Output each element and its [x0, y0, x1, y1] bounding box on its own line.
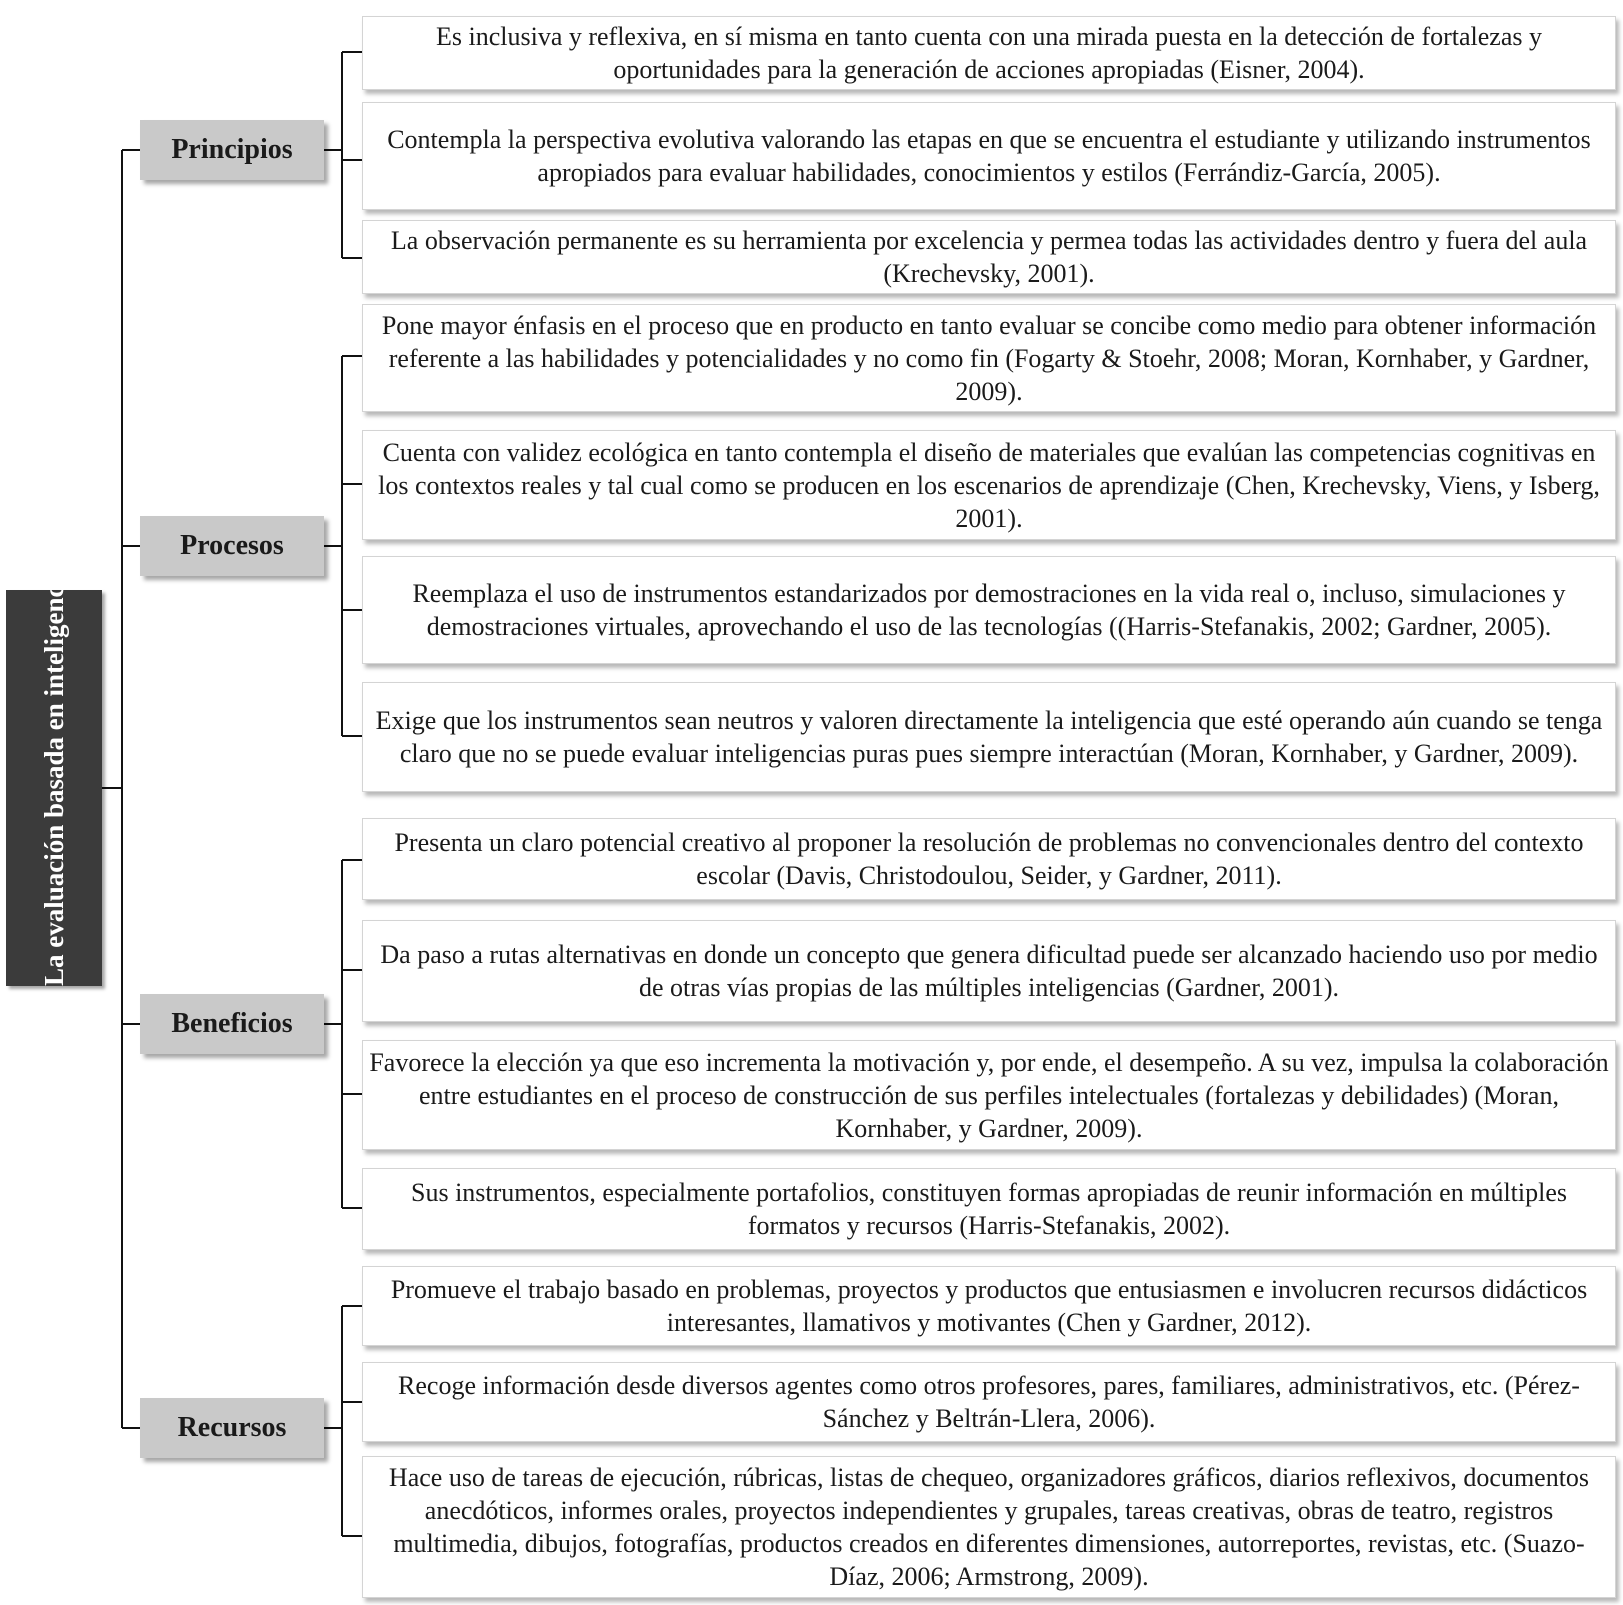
beneficios-item-3: Favorece la elección ya que eso incrementa la motivación y, por ende, el desempeño. A su vez, impulsa la colaboración entre estudiantes en el proceso de construcción de sus perfiles intelectuales (fortalezas y debilidades) (Moran, Kornhaber, y Gardner, 2009).: [362, 1040, 1616, 1150]
procesos-item-1: Pone mayor énfasis en el proceso que en producto en tanto evaluar se concibe como medio para obtener información referente a las habilidades y potencialidades y no como fin (Fogarty & Stoehr, 2008; Moran, Kornhaber, y Gardner, 2009).: [362, 304, 1616, 412]
principios-item-1: Es inclusiva y reflexiva, en sí misma en tanto cuenta con una mirada puesta en la detección de fortalezas y oportunidades para la generación de acciones apropiadas (Eisner, 2004).: [362, 16, 1616, 90]
principios-item-2: Contempla la perspectiva evolutiva valorando las etapas en que se encuentra el estudiante y utilizando instrumentos apropiados para evaluar habilidades, conocimientos y estilos (Ferrándiz-García, 2005).: [362, 102, 1616, 210]
beneficios-item-2: Da paso a rutas alternativas en donde un concepto que genera dificultad puede ser alcanzado haciendo uso por medio de otras vías propias de las múltiples inteligencias (Gardner, 2001).: [362, 920, 1616, 1022]
category-principios: Principios: [140, 120, 324, 180]
recursos-item-2: Recoge información desde diversos agentes como otros profesores, pares, familiares, administrativos, etc. (Pérez-Sánchez y Beltrán-Llera, 2006).: [362, 1362, 1616, 1442]
recursos-item-1: Promueve el trabajo basado en problemas, proyectos y productos que entusiasmen e involucren recursos didácticos interesantes, llamativos y motivantes (Chen y Gardner, 2012).: [362, 1266, 1616, 1346]
category-recursos: Recursos: [140, 1398, 324, 1458]
category-beneficios: Beneficios: [140, 994, 324, 1054]
procesos-item-3: Reemplaza el uso de instrumentos estandarizados por demostraciones en la vida real o, incluso, simulaciones y demostraciones virtuales, aprovechando el uso de las tecnologías ((Harris-Stefanakis, 2002; Gardner, 2005).: [362, 556, 1616, 664]
beneficios-item-1: Presenta un claro potencial creativo al proponer la resolución de problemas no convencionales dentro del contexto escolar (Davis, Christodoulou, Seider, y Gardner, 2011).: [362, 818, 1616, 900]
principios-item-3: La observación permanente es su herramienta por excelencia y permea todas las actividades dentro y fuera del aula (Krechevsky, 2001).: [362, 220, 1616, 294]
category-procesos: Procesos: [140, 516, 324, 576]
recursos-item-3: Hace uso de tareas de ejecución, rúbricas, listas de chequeo, organizadores gráficos, diarios reflexivos, documentos anecdóticos, informes orales, proyectos independientes y grupales, tareas creativas, obras de teatro, registros multimedia, dibujos, fotografías, productos creados en diferentes dimensiones, autorreportes, revistas, etc. (Suazo-Díaz, 2006; Armstrong, 2009).: [362, 1456, 1616, 1598]
beneficios-item-4: Sus instrumentos, especialmente portafolios, constituyen formas apropiadas de reunir información en múltiples formatos y recursos (Harris-Stefanakis, 2002).: [362, 1168, 1616, 1250]
procesos-item-4: Exige que los instrumentos sean neutros y valoren directamente la inteligencia que esté operando aún cuando se tenga claro que no se puede evaluar inteligencias puras pues siempre interactúan (Moran, Kornhaber, y Gardner, 2009).: [362, 682, 1616, 792]
root-title: La evaluación basada en inteligencias múltiples: [39, 440, 69, 986]
procesos-item-2: Cuenta con validez ecológica en tanto contempla el diseño de materiales que evalúan las competencias cognitivas en los contextos reales y tal cual como se producen en los escenarios de aprendizaje (Chen, Krechevsky, Viens, y Isberg, 2001).: [362, 430, 1616, 540]
root-node: [6, 440, 102, 986]
